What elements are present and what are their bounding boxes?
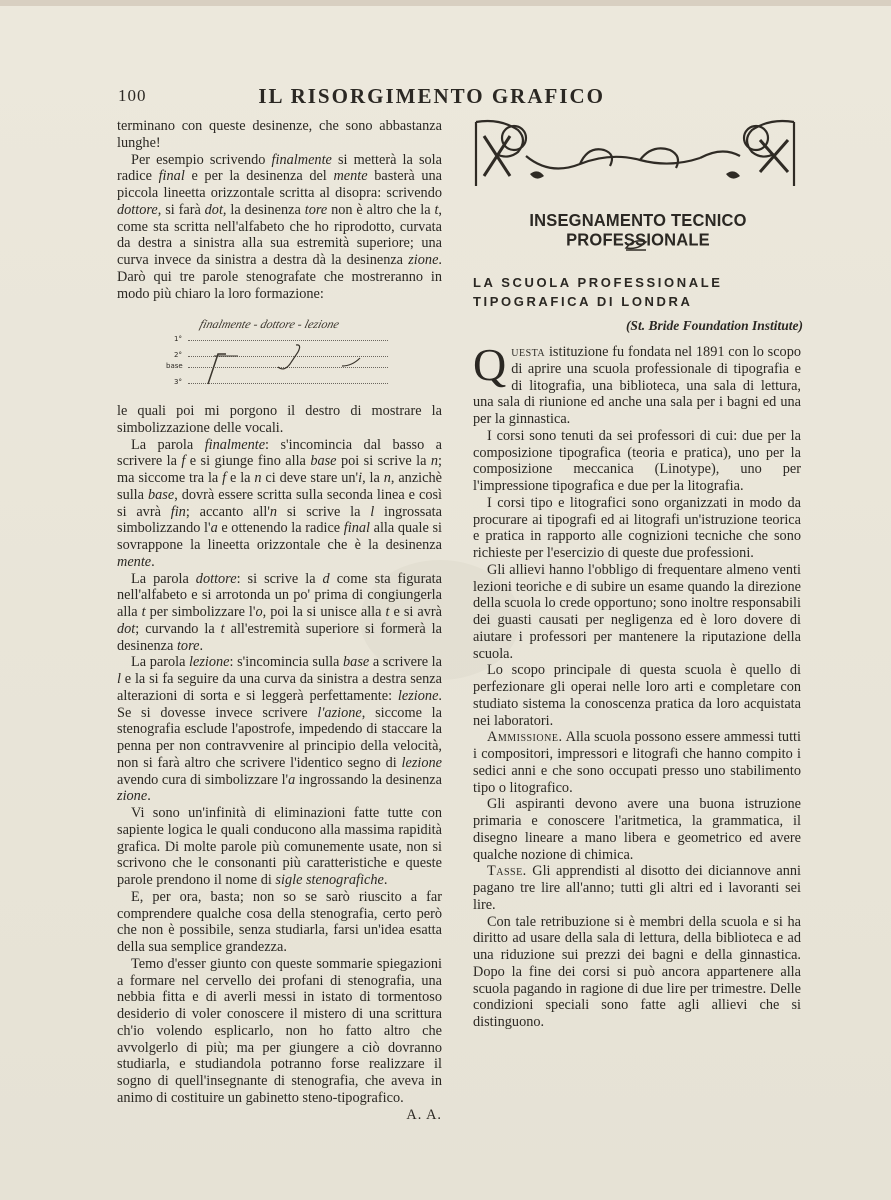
paragraph: I corsi tipo e litografici sono organizzati in modo da procurare ai tipografi ed ai litografi un'istruzione teorica e pratica in rapporto alle cognizioni tecniche che sono richieste per l'esercizio di queste due professioni. bbox=[473, 494, 801, 561]
running-title: IL RISORGIMENTO GRAFICO bbox=[258, 84, 605, 108]
paragraph: Gli allievi hanno l'obbligo di frequentare almeno venti lezioni teoriche e di subire un esame quando la direzione della scuola lo crede opportuno; sono inoltre responsabili dei guasti causati per negligenza ed è loro dovere di aiutare i professori per mantenere la riputazione della scuola. bbox=[473, 561, 801, 662]
paragraph: I corsi sono tenuti da sei professori di cui: due per la composizione tipografica (teoria e pratica), uno per la composizione meccanica (Linotype), uno per l'impressione tipografica e due per la litografia. bbox=[473, 427, 801, 494]
top-edge bbox=[0, 0, 891, 6]
drop-cap: Q bbox=[473, 339, 507, 390]
line-label-2: 2° bbox=[174, 351, 182, 359]
paragraph: Vi sono un'infinità di eliminazioni fatte tutte con sapiente logica le quali conducono alla massima rapidità grafica. Di molte parole più comunemente usate, non si scrivono che le consonanti più caratteristiche e queste parole prendono il nome di sigle stenografiche. bbox=[117, 805, 442, 888]
left-column-top bbox=[117, 118, 442, 302]
line-label-3: 3° bbox=[174, 378, 182, 386]
paragraph: Per esempio scrivendo finalmente si metterà la sola radice final e per la desinenza del mente basterà una piccola lineetta orizzontale scritta al disopra: scrivendo dottore, si farà dot, la desinenza tore non è altro che la t, come sta scritta nell'alfabeto che ho riprodotto, curvata da destra a sinistra alla sua estremità superiore; una curva invece da sinistra a destra dà la desinenza zione. Darò qui tre parole stenografate che mostreranno in modo più chiaro la loro formazione: bbox=[117, 151, 442, 302]
paragraph: Con tale retribuzione si è membri della scuola e si ha diritto ad usare della sala di lettura, della biblioteca e ad una riduzione sui prezzi dei bagni e della ginnastica. Dopo la fine dei corsi si può ancora appartenere alla scuola pagando in ragione di due lire per trimestre. Delle condizioni speciali sono fatte agli allievi che si distinguono. bbox=[473, 913, 801, 1030]
handwritten-words: finalmente - dottore - lezione bbox=[198, 317, 341, 331]
paragraph: Temo d'esser giunto con queste sommarie spiegazioni a formare nel cervello dei profani di stenografia, una nebbia fitta e di averli messi in istato di tormentoso desiderio di voler conoscere il mistero di una scrittura ch'io volendo esplicarlo, non ho fatto altro che avvolgerlo di più; ma per giungere a ciò dovranno studiarla, e studiandola potranno forse realizzare il sogno di quell'insegnante di stenografia, che aveva in animo di costituire un gabinetto steno-tipografico. A. A. bbox=[117, 955, 442, 1123]
run-in-heading: Tasse. bbox=[487, 863, 527, 880]
paragraph: La parola finalmente: s'incomincia dal basso a scrivere la f e si giunge fino alla base poi si scrive la n; ma siccome tra la f e la n ci deve stare un'i, la n, anzichè sulla base, dovrà essere scritta sulla seconda linea e così si avrà fin; accanto all'n si scrive la l ingrossata simbolizzando l'a e ottenendo la radice final alla quale si sovrappone la lineetta orizzontale che è la desinenza mente. bbox=[117, 436, 443, 570]
run-in-heading: Ammissione. bbox=[487, 729, 563, 746]
paragraph: La parola dottore: si scrive la d come sta figurata nell'alfabeto e si arrotonda un po' prima di congiungerla alla t per simbolizzare l'o, poi la si unisce alla t e si avrà dot; curvando la t all'estremità superiore si formerà la desinenza tore. bbox=[117, 570, 442, 654]
paragraph: terminano con queste desinenze, che sono abbastanza lunghe! bbox=[117, 118, 442, 151]
paragraph: La parola lezione: s'incomincia sulla base a scrivere la l e la si fa seguire da una curva da sinistra a destra senza alterazioni di sorta e si leggerà perfettamente: lezione. Se si dovesse invece scrivere l'azione, siccome la stenografia esclude l'apostrofe, impedendo di staccare la penna per non contravvenire al principio della velocità, non si farà altro che scrivere l'identico segno di lezione avendo cura di simbolizzare l'a ingrossando la desinenza zione. bbox=[117, 654, 442, 805]
left-column-bottom bbox=[117, 403, 442, 1123]
paragraph: Lo scopo principale di questa scuola è quello di perfezionare gli operai nelle loro arti e completare con studiato sistema la conoscenza pratica da loro acquistata nei laboratori. bbox=[473, 662, 801, 729]
paragraph: Gli aspiranti devono avere una buona istruzione primaria e conoscere l'aritmetica, la grammatica, il disegno lineare a mano libera e geometrico ed avere qualche nozione di chimica. bbox=[473, 796, 801, 863]
right-column-body bbox=[473, 339, 801, 1031]
author-signature: A. A. bbox=[406, 1106, 442, 1123]
section-title: INSEGNAMENTO TECNICO PROFESSIONALE bbox=[529, 211, 747, 250]
paragraph: Tasse. Gli apprendisti al disotto dei diciannove anni pagano tre lire all'anno; tutti gli altri ed i lavoranti sei lire. bbox=[473, 863, 801, 913]
stenography-strokes bbox=[166, 314, 396, 394]
paragraph: Ammissione. Alla scuola possono essere ammessi tutti i compositori, impressori e litografi che hanno compito i sedici anni e che sono occupati presso uno stabilimento tipo o litografico. bbox=[473, 729, 801, 796]
paragraph: Questa istituzione fu fondata nel 1891 con lo scopo di aprire una scuola professionale di tipografia e di litografia, una biblioteca, una sala di lettura, una sala di riunione ed anche una sala per i bagni ed una per la ginnastica. bbox=[473, 339, 801, 427]
paragraph: E, per ora, basta; non so se sarò riuscito a far comprendere qualche cosa della stenografia, certo però che non è possibile, senza studiarla, farsi un'idea esatta della sua semplice grandezza. bbox=[117, 888, 442, 955]
article-title: LA SCUOLA PROFESSIONALE TIPOGRAFICA DI LONDRA bbox=[473, 275, 723, 309]
line-label-base: base bbox=[166, 362, 183, 370]
art-nouveau-ornament bbox=[470, 116, 800, 192]
line-label-1: 1° bbox=[174, 335, 182, 343]
page-header bbox=[118, 84, 605, 110]
stenography-figure bbox=[166, 314, 396, 394]
page-number: 100 bbox=[118, 86, 147, 105]
paragraph: le quali poi mi porgono il destro di mostrare la simbolizzazione delle vocali. bbox=[117, 403, 442, 436]
leaf-ornament-icon bbox=[624, 238, 648, 252]
article-subtitle: (St. Bride Foundation Institute) bbox=[625, 318, 803, 333]
